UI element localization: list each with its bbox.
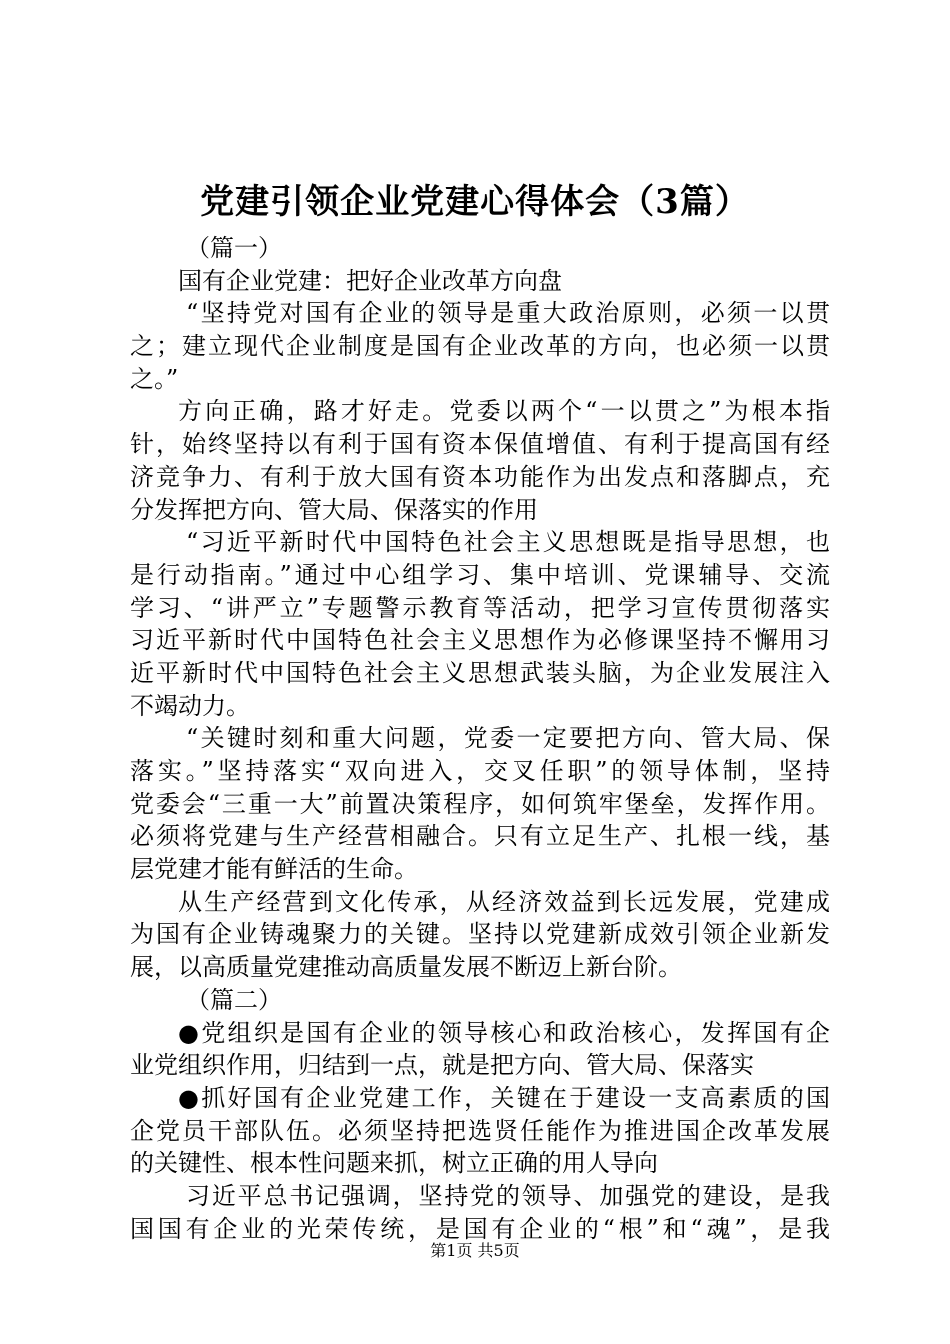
section-heading-1: （篇一）	[186, 234, 282, 262]
paragraph-line: 的关键性、根本性问题来抓，树立正确的用人导向	[130, 1149, 658, 1178]
paragraph-line: 之。”	[130, 364, 179, 393]
subtitle-line: 国有企业党建：把好企业改革方向盘	[178, 266, 562, 295]
paragraph-line: 济竞争力、有利于放大国有资本功能作为出发点和落脚点，充	[130, 462, 830, 491]
paragraph-line: 从生产经营到文化传承，从经济效益到长远发展，党建成	[178, 887, 830, 916]
paragraph-line: “习近平新时代中国特色社会主义思想既是指导思想，也	[186, 528, 830, 557]
paragraph-line: 之；建立现代企业制度是国有企业改革的方向，也必须一以贯	[130, 332, 830, 361]
paragraph-line: 国国有企业的光荣传统，是国有企业的“根”和“魂”，是我	[130, 1214, 830, 1243]
paragraph-line: 为国有企业铸魂聚力的关键。坚持以党建新成效引领企业新发	[130, 920, 830, 949]
section-heading-2: （篇二）	[186, 985, 282, 1014]
bullet-line: ●党组织是国有企业的领导核心和政治核心，发挥国有企	[178, 1018, 830, 1047]
paragraph-line: 展，以高质量党建推动高质量发展不断迈上新台阶。	[130, 953, 682, 982]
paragraph-line: 近平新时代中国特色社会主义思想武装头脑，为企业发展注入	[130, 658, 830, 687]
paragraph-line: 习近平总书记强调，坚持党的领导、加强党的建设，是我	[186, 1181, 830, 1210]
document-title: 党建引领企业党建心得体会（3篇）	[200, 182, 750, 222]
paragraph-line: 企党员干部队伍。必须坚持把选贤任能作为推进国企改革发展	[130, 1116, 830, 1145]
paragraph-line: 学习、“讲严立”专题警示教育等活动，把学习宣传贯彻落实	[130, 593, 830, 622]
paragraph-line: 党委会“三重一大”前置决策程序，如何筑牢堡垒，发挥作用。	[130, 789, 830, 818]
paragraph-line: 方向正确，路才好走。党委以两个“一以贯之”为根本指	[178, 397, 830, 426]
paragraph-line: 习近平新时代中国特色社会主义思想作为必修课坚持不懈用习	[130, 626, 830, 655]
paragraph-line: 不竭动力。	[130, 691, 250, 720]
paragraph-line: 针，始终坚持以有利于国有资本保值增值、有利于提高国有经	[130, 430, 830, 459]
paragraph-line: 是行动指南。”通过中心组学习、集中培训、党课辅导、交流	[130, 560, 830, 589]
page-footer: 第1页 共5页	[430, 1241, 520, 1260]
paragraph-line: 分发挥把方向、管大局、保落实的作用	[130, 495, 538, 524]
bullet-line: ●抓好国有企业党建工作，关键在于建设一支高素质的国	[178, 1083, 830, 1112]
paragraph-line: “坚持党对国有企业的领导是重大政治原则，必须一以贯	[186, 299, 830, 328]
paragraph-line: 落实。”坚持落实“双向进入，交叉任职”的领导体制，坚持	[130, 757, 830, 785]
paragraph-line: 必须将党建与生产经营相融合。只有立足生产、扎根一线，基	[130, 822, 830, 851]
paragraph-line: 业党组织作用，归结到一点，就是把方向、管大局、保落实	[130, 1051, 754, 1080]
document-body	[130, 232, 830, 1245]
paragraph-line: 层党建才能有鲜活的生命。	[130, 855, 418, 884]
paragraph-line: “关键时刻和重大问题，党委一定要把方向、管大局、保	[186, 724, 830, 753]
